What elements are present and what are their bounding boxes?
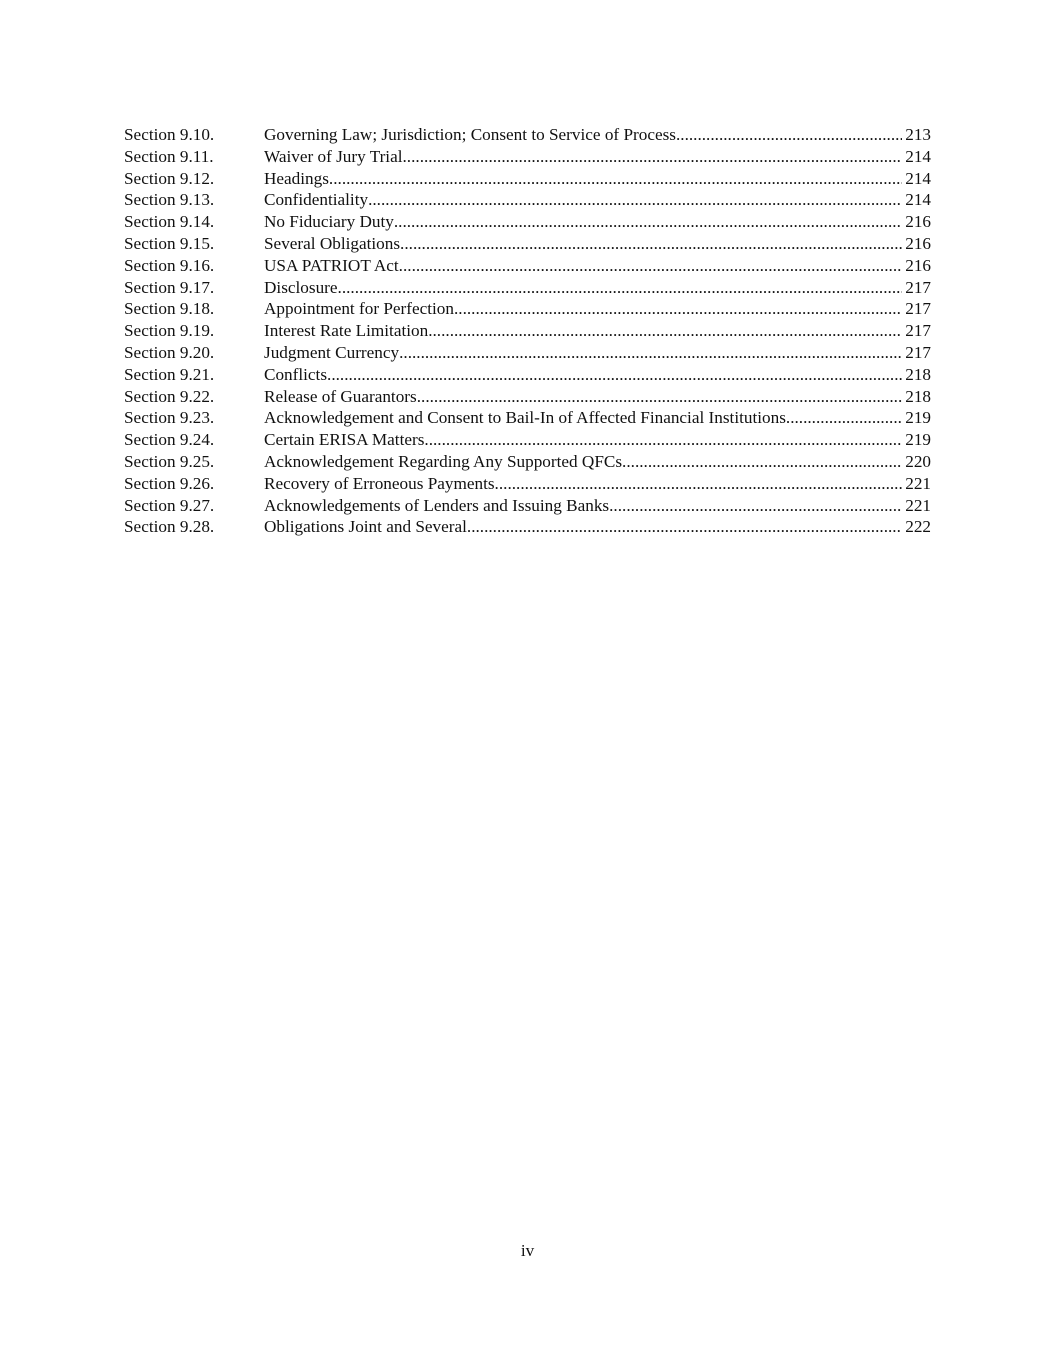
section-number: Section 9.19. bbox=[124, 321, 215, 341]
section-title: Obligations Joint and Several. bbox=[264, 517, 472, 537]
section-number: Section 9.27. bbox=[124, 495, 215, 515]
toc-entry-9-13 bbox=[124, 189, 931, 211]
section-page: 214 bbox=[905, 146, 931, 166]
section-number: Section 9.12. bbox=[124, 168, 215, 188]
section-title: Appointment for Perfection bbox=[264, 299, 454, 319]
section-page: 222 bbox=[905, 517, 931, 537]
dot-leader bbox=[622, 451, 902, 473]
dot-leader bbox=[394, 211, 902, 233]
section-number: Section 9.18. bbox=[124, 299, 215, 319]
toc-entry-9-14 bbox=[124, 211, 931, 233]
section-page: 217 bbox=[905, 321, 931, 341]
section-title: Disclosure bbox=[264, 277, 338, 297]
section-title: Acknowledgement and Consent to Bail-In of Affected Financial Institutions bbox=[264, 408, 786, 428]
section-number: Section 9.16. bbox=[124, 255, 215, 275]
section-number: Section 9.10. bbox=[124, 125, 215, 144]
toc-entry-9-12 bbox=[124, 168, 931, 190]
table-of-contents bbox=[124, 124, 931, 538]
section-page: 217 bbox=[905, 299, 931, 319]
section-page: 218 bbox=[905, 386, 931, 406]
section-number: Section 9.15. bbox=[124, 233, 215, 253]
section-number: Section 9.24. bbox=[124, 430, 215, 450]
section-number: Section 9.17. bbox=[124, 277, 215, 297]
dot-leader bbox=[329, 168, 902, 190]
section-number: Section 9.21. bbox=[124, 364, 215, 384]
section-page: 216 bbox=[905, 212, 931, 232]
dot-leader bbox=[428, 320, 902, 342]
section-page: 214 bbox=[905, 190, 931, 210]
section-number: Section 9.20. bbox=[124, 342, 215, 362]
section-number: Section 9.22. bbox=[124, 386, 215, 406]
section-page: 221 bbox=[905, 473, 931, 493]
section-title: Conflicts bbox=[264, 364, 328, 384]
section-title: Governing Law; Jurisdiction; Consent to Service of Process bbox=[264, 125, 676, 144]
toc-entry-9-25 bbox=[124, 451, 931, 473]
section-number: Section 9.25. bbox=[124, 451, 215, 471]
page-number: iv bbox=[520, 1241, 535, 1260]
section-page: 218 bbox=[905, 364, 931, 384]
dot-leader bbox=[609, 495, 902, 517]
dot-leader bbox=[400, 233, 902, 255]
toc-entry-9-24 bbox=[124, 429, 931, 451]
section-title: Acknowledgements of Lenders and Issuing Banks bbox=[264, 495, 610, 515]
dot-leader bbox=[338, 277, 903, 299]
section-page: 219 bbox=[905, 430, 931, 450]
section-page: 220 bbox=[905, 451, 931, 471]
toc-entry-9-11 bbox=[124, 146, 931, 168]
section-title: Interest Rate Limitation bbox=[264, 321, 429, 341]
dot-leader bbox=[786, 407, 902, 429]
section-title: Release of Guarantors bbox=[264, 386, 417, 406]
section-title: Certain ERISA Matters bbox=[264, 430, 425, 450]
section-number: Section 9.11. bbox=[124, 146, 214, 166]
section-title: No Fiduciary Duty bbox=[264, 212, 394, 232]
toc-entry-9-28 bbox=[124, 516, 931, 538]
section-page: 216 bbox=[905, 255, 931, 275]
dot-leader bbox=[417, 386, 903, 408]
section-page: 221 bbox=[905, 495, 931, 515]
section-page: 217 bbox=[905, 342, 931, 362]
section-title: Headings bbox=[264, 168, 329, 188]
section-page: 213 bbox=[905, 125, 931, 144]
section-title: Acknowledgement Regarding Any Supported QFCs bbox=[264, 451, 623, 471]
toc-entry-9-16 bbox=[124, 255, 931, 277]
dot-leader bbox=[399, 255, 903, 277]
toc-entry-9-22 bbox=[124, 386, 931, 408]
toc-entry-9-23 bbox=[124, 407, 931, 429]
toc-entry-9-26 bbox=[124, 473, 931, 495]
dot-leader bbox=[399, 342, 902, 364]
section-page: 214 bbox=[905, 168, 931, 188]
section-number: Section 9.13. bbox=[124, 190, 215, 210]
toc-entry-9-15 bbox=[124, 233, 931, 255]
dot-leader bbox=[403, 146, 903, 168]
section-page: 216 bbox=[905, 233, 931, 253]
section-page: 219 bbox=[905, 408, 931, 428]
section-title: USA PATRIOT Act bbox=[264, 255, 399, 275]
toc-entry-9-21 bbox=[124, 364, 931, 386]
toc-entry-9-18 bbox=[124, 298, 931, 320]
dot-leader bbox=[368, 189, 902, 211]
section-title: Several Obligations bbox=[264, 233, 401, 253]
toc-entry-9-27 bbox=[124, 495, 931, 517]
section-title: Recovery of Erroneous Payments bbox=[264, 473, 495, 493]
dot-leader bbox=[495, 473, 903, 495]
section-number: Section 9.14. bbox=[124, 212, 215, 232]
dot-leader bbox=[424, 429, 902, 451]
dot-leader bbox=[471, 516, 902, 538]
section-page: 217 bbox=[905, 277, 931, 297]
section-title: Waiver of Jury Trial bbox=[264, 146, 403, 166]
section-number: Section 9.28. bbox=[124, 517, 215, 537]
dot-leader bbox=[327, 364, 902, 386]
dot-leader bbox=[454, 298, 902, 320]
dot-leader bbox=[676, 124, 902, 146]
section-number: Section 9.23. bbox=[124, 408, 215, 428]
section-title: Judgment Currency bbox=[264, 342, 400, 362]
toc-entry-9-17 bbox=[124, 277, 931, 299]
toc-entry-9-20 bbox=[124, 342, 931, 364]
toc-entry-9-10 bbox=[124, 124, 931, 146]
section-title: Confidentiality bbox=[264, 190, 369, 210]
section-number: Section 9.26. bbox=[124, 473, 215, 493]
toc-entry-9-19 bbox=[124, 320, 931, 342]
